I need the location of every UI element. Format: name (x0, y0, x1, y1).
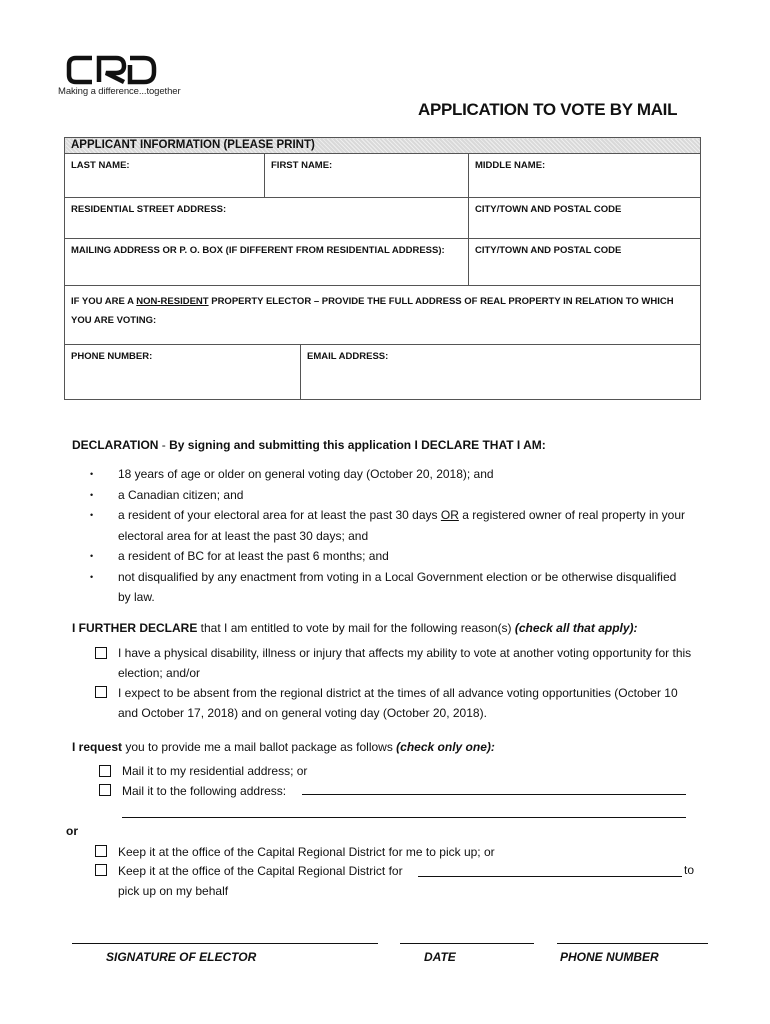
city-postal-field-2[interactable] (469, 239, 701, 286)
pickup-self-label: Keep it at the office of the Capital Regional District for me to pick up; or (118, 845, 495, 859)
phone-line[interactable] (557, 943, 708, 944)
list-item: • a resident of BC for at least the past 6 months; and (90, 546, 690, 567)
bullet-icon: • (90, 489, 94, 500)
bullet-icon: • (90, 510, 94, 520)
signature-label: SIGNATURE OF ELECTOR (106, 950, 257, 964)
pickup-self-checkbox[interactable] (95, 845, 107, 857)
non-resident-label-post: PROPERTY ELECTOR – PROVIDE THE FULL ADDRESS OF REAL PROPERTY IN RELATION TO WHICH YOU ARE VOTING: (71, 296, 674, 326)
signature-line[interactable] (72, 943, 378, 944)
pickup-behalf-label: pick up on my behalf (118, 884, 229, 898)
mail-other-address-label: Mail it to the following address: (122, 784, 287, 798)
applicant-info-table (64, 137, 701, 400)
non-resident-label-pre: IF YOU ARE A (71, 296, 137, 307)
residential-address-label: RESIDENTIAL STREET ADDRESS: (71, 204, 227, 215)
mail-address-line-1[interactable] (302, 794, 686, 795)
mail-residential-checkbox[interactable] (99, 765, 111, 777)
declaration-label: DECLARATION (72, 438, 159, 452)
mail-address-line-2[interactable] (122, 817, 686, 818)
non-resident-property-field[interactable] (65, 286, 701, 345)
phone-number-label: PHONE NUMBER: (71, 351, 153, 362)
list-item: • 18 years of age or older on general voting day (October 20, 2018); and (90, 464, 690, 485)
email-address-field[interactable] (301, 345, 701, 400)
list-item: • a resident of your electoral area for at least the past 30 days OR a registered owner of real property in your electoral area for at least the past 30 days; and (90, 505, 690, 546)
disability-checkbox[interactable] (95, 647, 107, 659)
page-title: APPLICATION TO VOTE BY MAIL (418, 100, 678, 119)
residential-address-field[interactable] (65, 198, 469, 239)
declaration-heading: DECLARATION - By signing and submitting this application I DECLARE THAT I AM: (72, 438, 546, 452)
last-name-label: LAST NAME: (71, 160, 130, 171)
list-item: • a Canadian citizen; and (90, 485, 690, 506)
phone-number-label-bottom: PHONE NUMBER (560, 950, 659, 964)
city-postal-label-2: CITY/TOWN AND POSTAL CODE (475, 245, 622, 256)
mailing-address-field[interactable] (65, 239, 469, 286)
section-header: APPLICANT INFORMATION (PLEASE PRINT) (65, 138, 701, 154)
middle-name-label: MIDDLE NAME: (475, 160, 546, 171)
or-separator: or (66, 824, 78, 838)
mail-residential-label: Mail it to my residential address; or (122, 764, 308, 778)
last-name-field[interactable] (65, 154, 265, 198)
date-label: DATE (424, 950, 456, 964)
city-postal-field-1[interactable] (469, 198, 701, 239)
city-postal-label-1: CITY/TOWN AND POSTAL CODE (475, 204, 622, 215)
tagline: Making a difference...together (58, 86, 181, 97)
mailing-address-label: MAILING ADDRESS OR P. O. BOX (IF DIFFERENT FROM RESIDENTIAL ADDRESS): (71, 245, 445, 256)
pickup-person-line[interactable] (418, 876, 682, 877)
pickup-to-label: to (684, 863, 695, 877)
first-name-label: FIRST NAME: (271, 160, 333, 171)
non-resident-label-underline: NON-RESIDENT (136, 296, 209, 307)
logo-text: CRD (66, 55, 69, 56)
bullet-icon: • (90, 571, 94, 582)
pickup-other-label: Keep it at the office of the Capital Regional District for (118, 864, 403, 878)
mail-other-address-checkbox[interactable] (99, 784, 111, 796)
declaration-list (90, 464, 690, 608)
first-name-field[interactable] (265, 154, 469, 198)
bullet-icon: • (90, 469, 94, 479)
absent-option-label: I expect to be absent from the regional district at the times of all advance voting opportunities (October 10 and October 17, 2018) and on general voting day (October 20, 2018). (118, 686, 678, 720)
absent-checkbox[interactable] (95, 686, 107, 698)
bullet-icon: • (90, 551, 94, 561)
pickup-other-checkbox[interactable] (95, 864, 107, 876)
email-address-label: EMAIL ADDRESS: (307, 351, 389, 362)
date-line[interactable] (400, 943, 534, 944)
list-item: • not disqualified by any enactment from voting in a Local Government election or be otherwise disqualified by law. (90, 567, 690, 608)
declaration-text: By signing and submitting this application I DECLARE THAT I AM: (169, 438, 546, 452)
middle-name-field[interactable] (469, 154, 701, 198)
crd-logo (66, 55, 158, 85)
further-declare-text: I FURTHER DECLARE that I am entitled to vote by mail for the following reason(s) (check all that apply): (72, 621, 638, 635)
disability-option-label: I have a physical disability, illness or injury that affects my ability to vote at another voting opportunity for this election; and/or (118, 646, 692, 680)
request-text: I request you to provide me a mail ballot package as follows (check only one): (72, 740, 495, 754)
phone-number-field[interactable] (65, 345, 301, 400)
